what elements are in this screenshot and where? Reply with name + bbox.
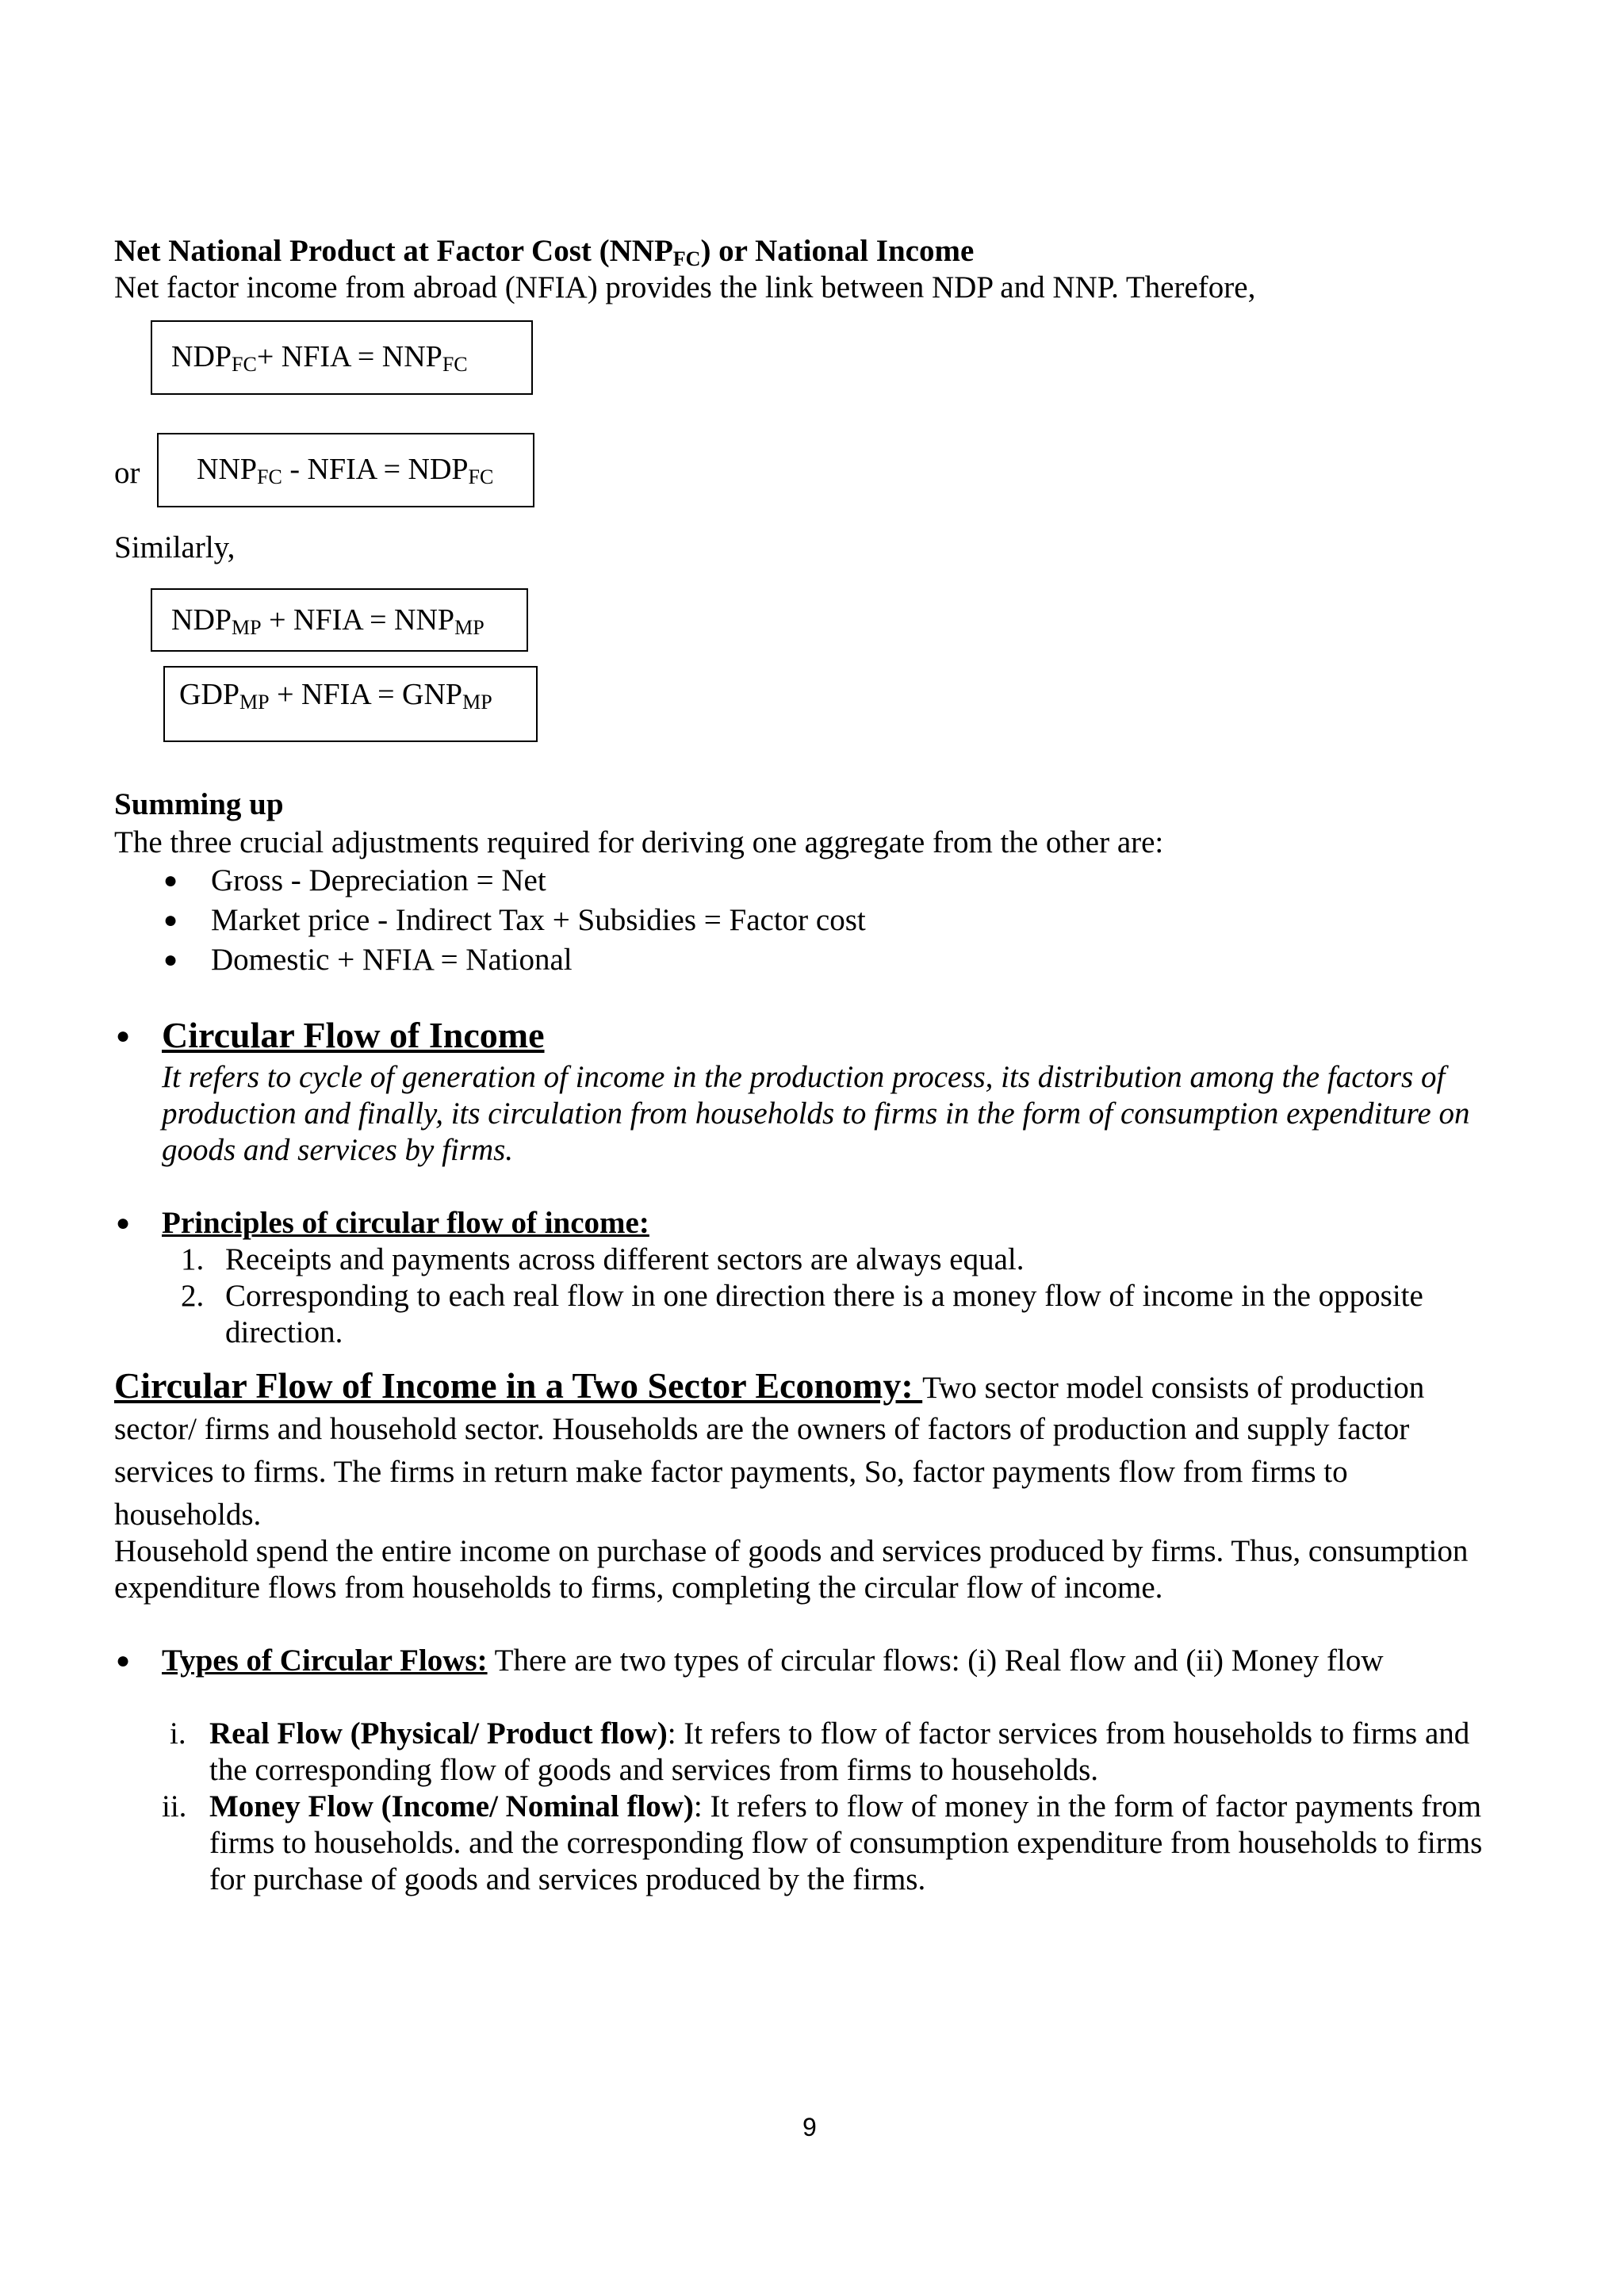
equation-box-ndp-fc: $NDP_{FC}+$ NFIA = $NNP_{FC}$ (151, 320, 533, 395)
principle-text: Receipts and payments across different sectors are always equal. (225, 1242, 1025, 1276)
two-sector-first-line: Circular Flow of Income in a Two Sector Economy: Two sector model consists of production (114, 1365, 1425, 1406)
type-number: i. (170, 1716, 186, 1751)
type-item-money-flow: Money Flow (Income/ Nominal flow): It refers to flow of money in the form of factor payments from (209, 1789, 1482, 1823)
principle-text: Corresponding to each real flow in one direction there is a money flow of income in the opposite (225, 1279, 1423, 1313)
type-item-text: firms to households. and the corresponding flow of consumption expenditure from households to firms (209, 1826, 1483, 1860)
list-item: Market price - Indirect Tax + Subsidies = Factor cost (211, 903, 866, 937)
principle-number: 1. (181, 1242, 205, 1276)
bullet-icon: ● (116, 1023, 131, 1049)
bullet-icon: ● (163, 947, 178, 973)
two-sector-line: sector/ firms and household sector. Households are the owners of factors of production and supply factor (114, 1412, 1410, 1446)
circular-flow-definition-line: goods and services by firms. (162, 1133, 514, 1167)
types-heading: Types of Circular Flows: (162, 1644, 488, 1678)
equation-box-ndp-mp: $NDP_{MP}$ + NFIA = $NNP_{MP}$ (151, 588, 528, 652)
bullet-icon: ● (163, 867, 178, 894)
two-sector-line: households. (114, 1498, 262, 1532)
type-number: ii. (162, 1789, 187, 1823)
nnp-intro: Net factor income from abroad (NFIA) provides the link between NDP and NNP. Therefore, (114, 270, 1256, 304)
bullet-icon: ● (163, 907, 178, 933)
summing-up-intro: The three crucial adjustments required for deriving one aggregate from the other are: (114, 825, 1164, 859)
summing-up-heading: Summing up (114, 787, 284, 821)
types-line: Types of Circular Flows: There are two types of circular flows: (i) Real flow and (ii) Money flow (162, 1644, 1384, 1678)
equation-box-gdp-mp: $GDP_{MP}$ + NFIA = $GNP_{MP}$ (163, 666, 538, 742)
type-item-real-flow: Real Flow (Physical/ Product flow): It refers to flow of factor services from households to firms and (209, 1716, 1470, 1751)
circular-flow-definition-line: It refers to cycle of generation of income in the production process, its distribution among the factors of (162, 1060, 1446, 1094)
similarly-label: Similarly, (114, 530, 236, 564)
type-item-text: for purchase of goods and services produced by the firms. (209, 1862, 926, 1896)
bullet-icon: ● (116, 1647, 131, 1674)
principles-heading: Principles of circular flow of income: (162, 1206, 649, 1240)
principle-text: direction. (225, 1315, 343, 1349)
principle-number: 2. (181, 1279, 205, 1313)
list-item: Gross - Depreciation = Net (211, 863, 546, 897)
page-number: 9 (802, 2113, 817, 2141)
circular-flow-definition-line: production and finally, its circulation from households to firms in the form of consumption expenditure on (162, 1096, 1470, 1131)
nnp-heading: Net National Product at Factor Cost $(NNP_{FC})$ or National Income (114, 234, 975, 270)
or-label: or (114, 456, 140, 490)
equation-box-nnp-fc: $NNP_{FC}$ - NFIA = $NDP_{FC}$ (157, 433, 534, 507)
two-sector-heading: Circular Flow of Income in a Two Sector Economy: (114, 1365, 923, 1406)
list-item: Domestic + NFIA = National (211, 943, 573, 977)
circular-flow-heading: Circular Flow of Income (162, 1015, 545, 1055)
two-sector-para2-line: Household spend the entire income on purchase of goods and services produced by firms. Thus, consumption (114, 1534, 1469, 1568)
two-sector-para2-line: expenditure flows from households to firms, completing the circular flow of income. (114, 1571, 1163, 1605)
bullet-icon: ● (116, 1210, 131, 1236)
type-item-text: the corresponding flow of goods and services from firms to households. (209, 1753, 1099, 1787)
two-sector-line: services to firms. The firms in return make factor payments, So, factor payments flow from firms to (114, 1455, 1348, 1489)
